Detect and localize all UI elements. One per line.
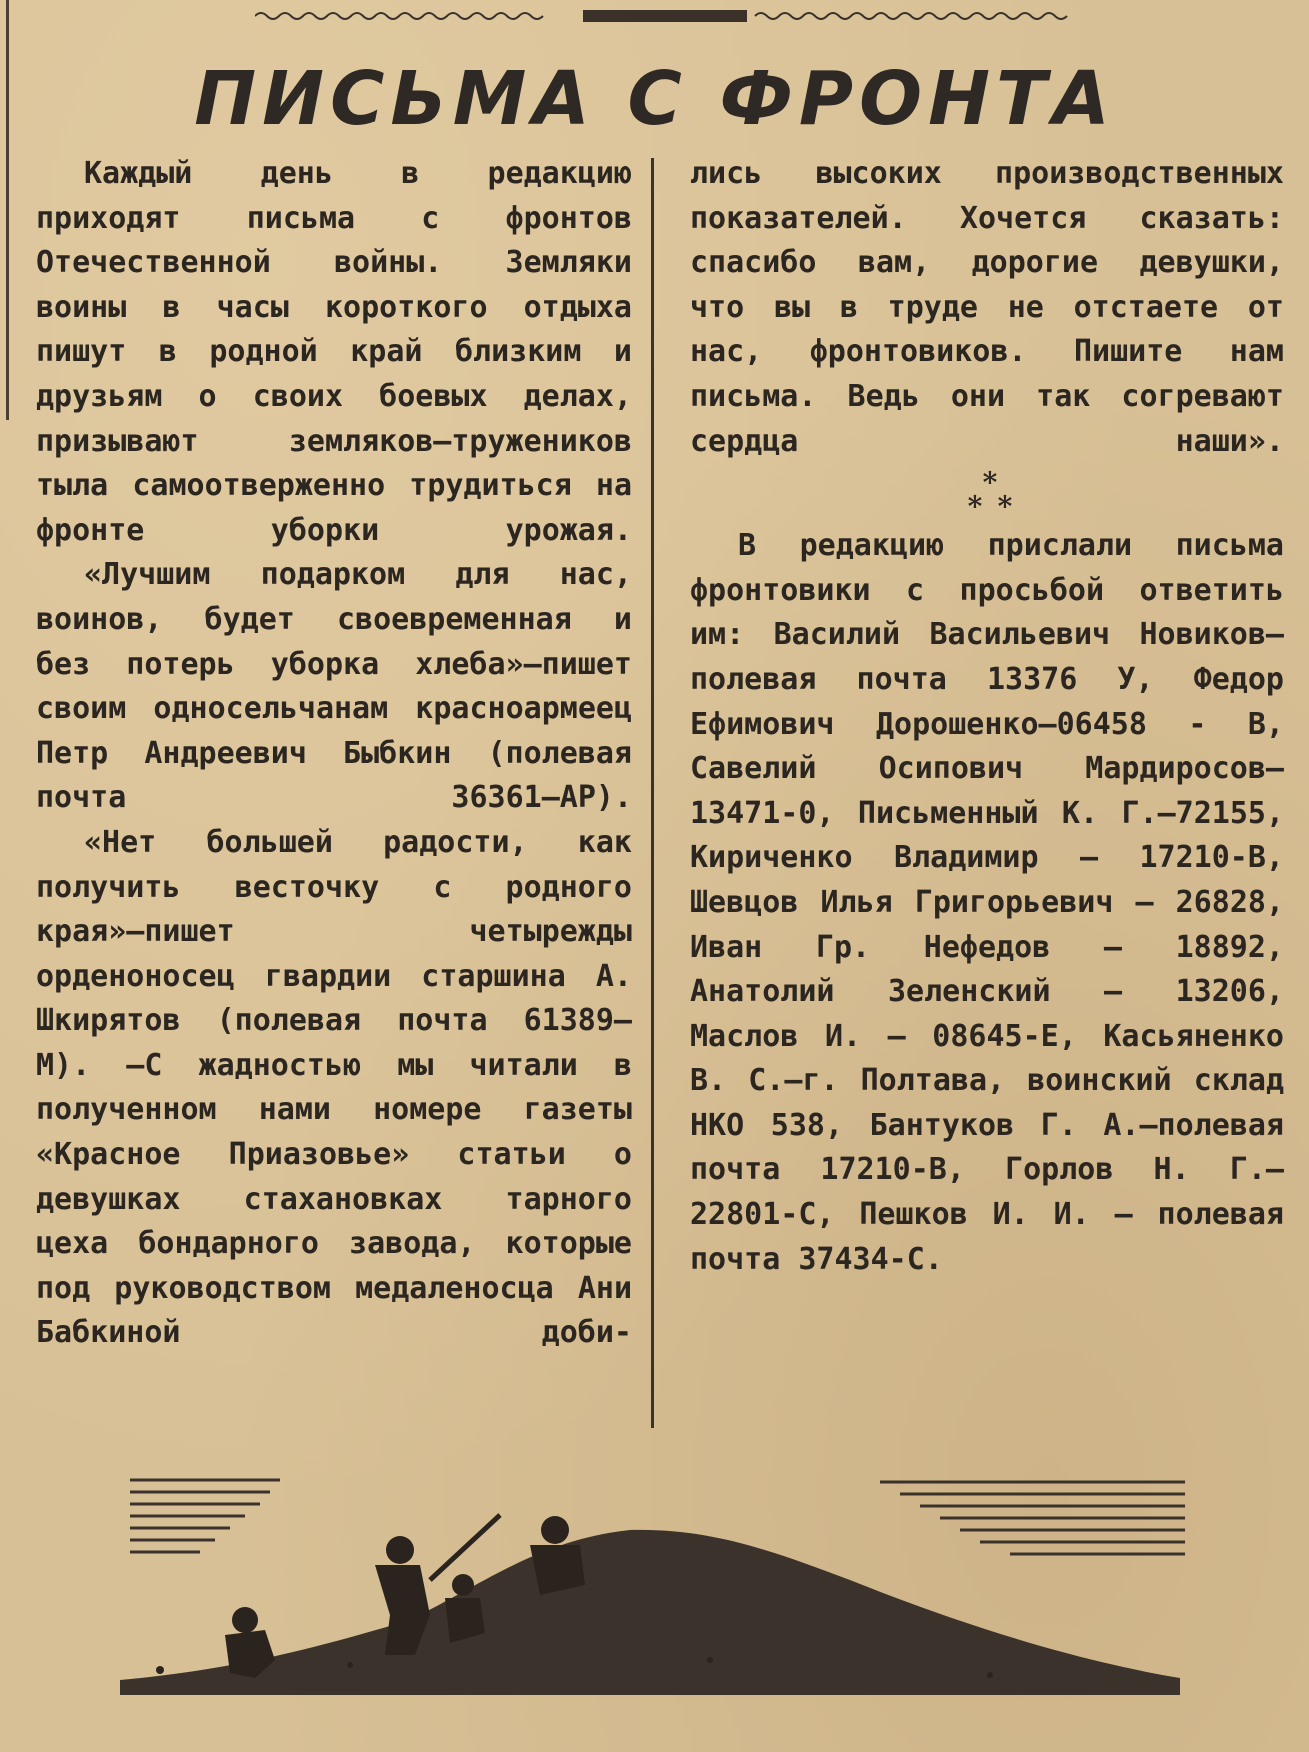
right-column (690, 152, 1284, 1282)
article-headline: ПИСЬМА С ФРОНТА (194, 56, 1116, 142)
article-paragraph: «Лучшим подарком для нас, воинов, будет своевременная и без потерь уборка хлеба»—пишет своим односельчанам красноармеец Петр Андреевич Быбкин (полевая почта 36361—АР). (36, 557, 632, 816)
top-wavy-ornament (255, 4, 1075, 28)
svg-text:*: * (982, 470, 998, 499)
asterism-icon (955, 470, 1025, 530)
svg-text:*: * (997, 490, 1013, 523)
svg-text:*: * (967, 490, 983, 523)
soldiers-attacking-hill-illustration (110, 1470, 1190, 1710)
article-paragraph-continuation: лись высоких производственных показателей. Хочется сказать: спасибо вам, дорогие девушки, что вы в труде не отстаете от нас, фронтовиков. Пишите нам письма. Ведь они так согревают сердца наши». (690, 156, 1284, 459)
article-paragraph: В редакцию прислали письма фронтовики с просьбой ответить им: Василий Васильевич Новиков—полевая почта 13376 У, Федор Ефимович Дорошенко—06458 - В, Савелий Осипович Мардиросов—13471-0, Письменный К. Г.—72155, Кириченко Владимир — 17210-В, Шевцов Илья Григорьевич — 26828, Иван Гр. Нефедов — 18892, Анатолий Зеленский — 13206, Маслов И. — 08645-Е, Касьяненко В. С.—г. Полтава, воинский склад НКО 538, Бантуков Г. А.—полевая почта 17210-В, Горлов Н. Г.—22801-С, Пешков И. И. — полевая почта 37434-С. (690, 528, 1284, 1277)
article-paragraph: «Нет большей радости, как получить весточку с родного края»—пишет четырежды орденоносец гвардии старшина А. Шкирятов (полевая почта 61389—М). —С жадностью мы читали в полученном нами номере газеты «Красное Приазовье» статьи о девушках стахановках тарного цеха бондарного завода, которые под руководством медаленосца Ани Бабкиной доби- (36, 824, 632, 1351)
page-edge-rule (6, 0, 9, 420)
article-paragraph: Каждый день в редакцию приходят письма с фронтов Отечественной войны. Земляки воины в часы короткого отдыха пишут в родной край близким и друзьям о своих боевых делах, призывают земляков—тружеников тыла самоотверженно трудиться на фронте уборки урожая. (36, 156, 632, 548)
column-divider (651, 158, 654, 1428)
asterism-separator (955, 470, 1025, 530)
left-column (36, 152, 632, 1356)
